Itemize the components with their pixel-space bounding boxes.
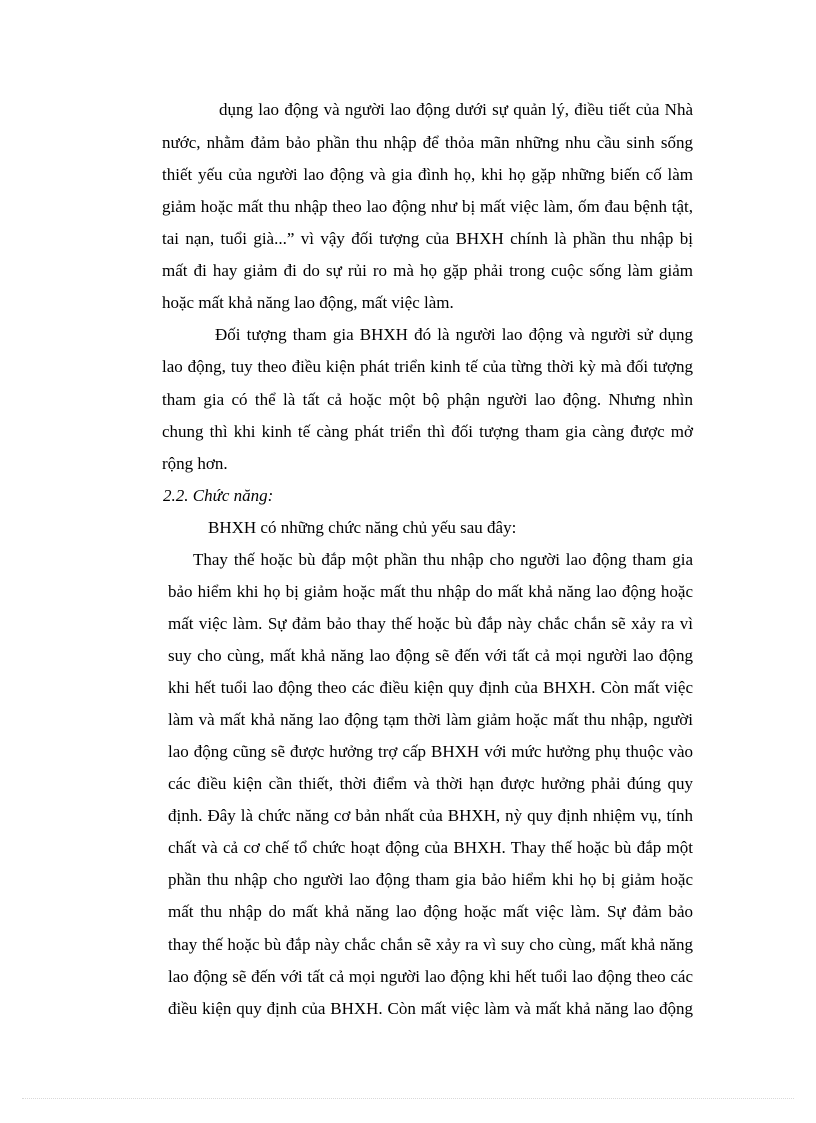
paragraph-3-line-11: phần thu nhập cho người lao động tham gia bảo hiểm khi họ bị giảm hoặc [168, 870, 693, 889]
paragraph-3-line-8: các điều kiện cần thiết, thời điểm và thời hạn được hưởng phải đúng quy [168, 774, 693, 793]
page-bottom-divider [22, 1098, 794, 1099]
paragraph-3-line-10: chất và cả cơ chế tổ chức hoạt động của BHXH. Thay thế hoặc bù đắp một [168, 838, 693, 857]
paragraph-3-line-4: suy cho cùng, mất khả năng lao động sẽ đến với tất cả mọi người lao động [168, 646, 693, 665]
paragraph-1-line-1: dụng lao động và người lao động dưới sự quản lý, điều tiết của Nhà [219, 100, 693, 119]
paragraph-3-line-15: điều kiện quy định của BHXH. Còn mất việc làm và mất khả năng lao động [168, 999, 693, 1018]
paragraph-1-line-4: giảm hoặc mất thu nhập theo lao động như bị mất việc làm, ốm đau bệnh tật, [162, 197, 693, 216]
paragraph-3-line-6: làm và mất khả năng lao động tạm thời làm giảm hoặc mất thu nhập, người [168, 710, 693, 729]
paragraph-1-line-2: nước, nhằm đảm bảo phần thu nhập để thỏa mãn những nhu cầu sinh sống [162, 133, 693, 152]
paragraph-3-line-13: thay thế hoặc bù đắp này chắc chắn sẽ xảy ra vì suy cho cùng, mất khả năng [168, 935, 693, 954]
paragraph-3-line-14: lao động sẽ đến với tất cả mọi người lao động khi hết tuổi lao động theo các [168, 967, 693, 986]
paragraph-3-line-1: Thay thế hoặc bù đắp một phần thu nhập cho người lao động tham gia [193, 550, 693, 569]
paragraph-2-line-2: lao động, tuy theo điều kiện phát triển kinh tế của từng thời kỳ mà đối tượng [162, 357, 693, 376]
paragraph-1-line-7: hoặc mất khả năng lao động, mất việc làm. [162, 293, 454, 312]
paragraph-2-line-1: Đối tượng tham gia BHXH đó là người lao động và người sử dụng [215, 325, 693, 344]
paragraph-3-line-9: định. Đây là chức năng cơ bản nhất của BHXH, nỳ quy định nhiệm vụ, tính [168, 806, 693, 825]
paragraph-2-line-5: rộng hơn. [162, 454, 228, 473]
paragraph-1-line-6: mất đi hay giảm đi do sự rủi ro mà họ gặp phải trong cuộc sống làm giảm [162, 261, 693, 280]
paragraph-3-line-12: mất thu nhập do mất khả năng lao động hoặc mất việc làm. Sự đảm bảo [168, 902, 693, 921]
paragraph-3-line-7: lao động cũng sẽ được hưởng trợ cấp BHXH với mức hưởng phụ thuộc vào [168, 742, 693, 761]
paragraph-1-line-3: thiết yếu của người lao động và gia đình họ, khi họ gặp những biến cố làm [162, 165, 693, 184]
paragraph-1-line-5: tai nạn, tuổi già...” vì vậy đối tượng của BHXH chính là phần thu nhập bị [162, 229, 693, 248]
paragraph-3-line-5: khi hết tuổi lao động theo các điều kiện quy định của BHXH. Còn mất việc [168, 678, 693, 697]
intro-line: BHXH có những chức năng chủ yếu sau đây: [208, 518, 517, 537]
paragraph-3-line-3: mất việc làm. Sự đảm bảo thay thế hoặc bù đắp này chắc chắn sẽ xảy ra vì [168, 614, 693, 633]
paragraph-2-line-4: chung thì khi kinh tế càng phát triển thì đối tượng tham gia càng được mở [162, 422, 693, 441]
section-heading: 2.2. Chức năng: [163, 486, 274, 505]
paragraph-2-line-3: tham gia có thể là tất cả hoặc một bộ phận người lao động. Nhưng nhìn [162, 390, 693, 409]
paragraph-3-line-2: bảo hiểm khi họ bị giảm hoặc mất thu nhập do mất khả năng lao động hoặc [168, 582, 693, 601]
